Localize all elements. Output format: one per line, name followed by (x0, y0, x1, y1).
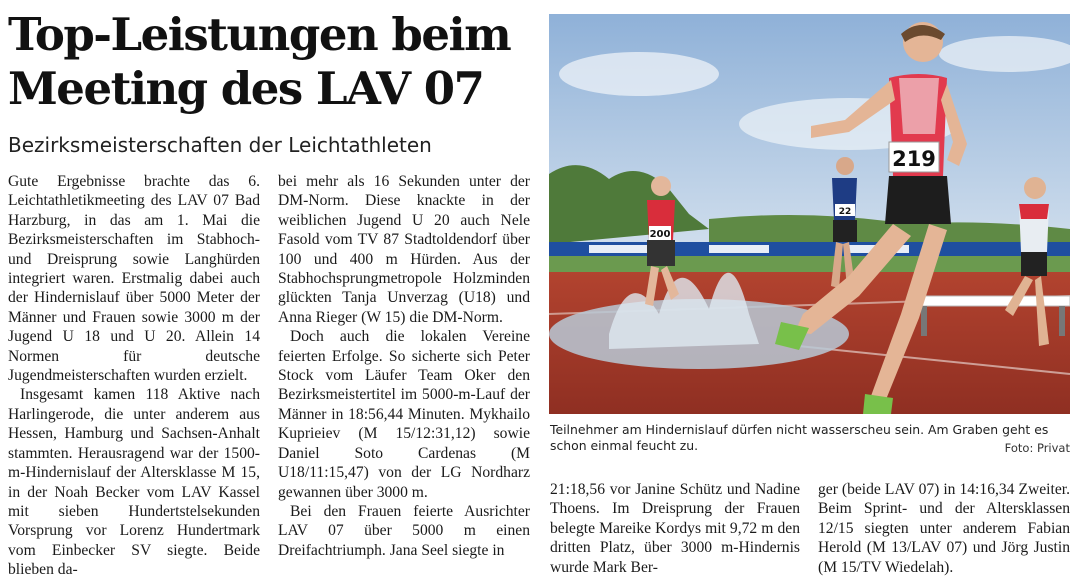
photo-credit: Foto: Privat (1004, 441, 1070, 455)
headline-line-2: Meeting des LAV 07 (8, 62, 484, 115)
paragraph: ger (beide LAV 07) in 14:16,34 Zweiter. Beim Sprint- und der Altersklassen 12/15 siegten unter anderem Fabian Herold (M 13/LAV 07) und Jörg Justin (M 15/TV Wiedelah). (818, 481, 1070, 576)
article-column-3 (550, 480, 800, 577)
steeplechase-barrier (919, 296, 1070, 306)
article-column-2 (278, 172, 530, 560)
paragraph: Doch auch die lokalen Vereine feierten Erfolge. So sicherte sich Peter Stock vom Läufer Team Oker den Bezirksmeistertitel im 5000-m-Lauf der Männer in 18:56,44 Minuten. Mykhailo Kuprieiev (M 15/12:31,12) sowie Daniel Soto Cardenas (M U18/11:15,47) von der LG Nordharz gewannen über 3000 m. (278, 328, 530, 501)
bib-number: 219 (892, 147, 936, 171)
paragraph: Gute Ergebnisse brachte das 6. Leichtathletikmeeting des LAV 07 Bad Harzburg, in das am 1. Mai die Bezirksmeisterschaften im Stabhoch- und Dreisprung sowie Langhürden integriert waren. Erstmalig dabei auch der Hindernislauf über 5000 Meter der Männer und Frauen sowie 3000 m der Jugend U 18 und U 20. Allein 14 Normen für deutsche Jugendmeisterschaften wurden erzielt. (8, 173, 260, 385)
bib-number: 200 (649, 229, 671, 240)
paragraph: Bei den Frauen feierte Ausrichter LAV 07 über 5000 m einen Dreifachtriumph. Jana Seel siegte in (278, 502, 530, 559)
bib-number: 22 (838, 207, 852, 217)
headline-line-1: Top-Leistungen beim (8, 8, 511, 61)
steeplechase-photo (549, 14, 1070, 414)
photo-illustration (549, 14, 1070, 414)
article-column-1 (8, 172, 260, 580)
paragraph: bei mehr als 16 Sekunden unter der DM-Norm. Diese knackte in der weiblichen Jugend U 20 auch Nele Fasold vom TV 87 Stadtoldendorf über 100 und 400 m Hürden. Aus der Stabhochsprungmetropole Holzminden glückten Tanja Unverzag (U18) und Anna Rieger (W 15) die DM-Norm. (278, 173, 530, 326)
article-headline (8, 8, 538, 116)
photo-caption: Teilnehmer am Hindernislauf dürfen nicht wasserscheu sein. Am Graben geht es schon einmal feucht zu. (550, 422, 1049, 453)
paragraph: 21:18,56 vor Janine Schütz und Nadine Thoens. Im Dreisprung der Frauen belegte Mareike Kordys mit 9,72 m den dritten Platz, über 3000 m-Hindernis wurde Mark Ber- (550, 481, 800, 576)
paragraph: Insgesamt kamen 118 Aktive nach Harlingerode, die unter anderem aus Hessen, Hamburg und Sachsen-Anhalt stammten. Herausragend war der 1500-m-Hindernislauf der Altersklasse M 15, in der Noah Becker vom LAV Kassel mit sieben Hundertstelsekunden Vorsprung vor Lorenz Hundertmark vom Einbecker SV siegte. Beide blieben da- (8, 386, 260, 579)
article-column-4 (818, 480, 1070, 577)
article-subheadline: Bezirksmeisterschaften der Leichtathleten (8, 133, 432, 157)
